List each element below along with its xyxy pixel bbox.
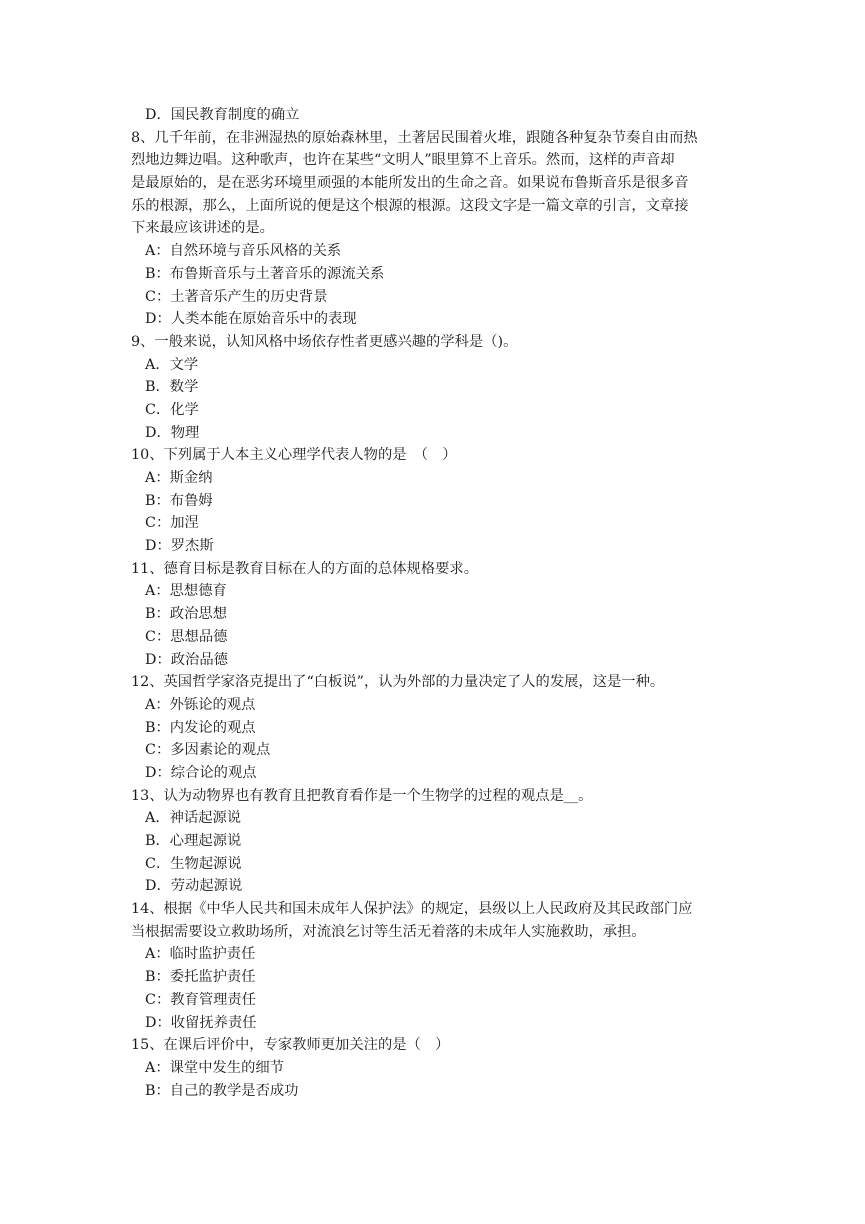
option-b: B：内发论的观点 bbox=[145, 719, 256, 736]
question-stem: 13、认为动物界也有教育且把教育看作是一个生物学的过程的观点是__。 bbox=[131, 787, 593, 804]
option-b: B：政治思想 bbox=[145, 606, 227, 623]
option-d: D：综合论的观点 bbox=[145, 764, 257, 781]
option-b: B：委托监护责任 bbox=[145, 969, 256, 986]
option-d: D．物理 bbox=[145, 424, 200, 441]
question-13 bbox=[131, 785, 731, 898]
question-12 bbox=[131, 671, 731, 784]
question-15 bbox=[131, 1034, 731, 1102]
question-14 bbox=[131, 898, 731, 1034]
option-d: D：收留抚养责任 bbox=[145, 1014, 257, 1031]
option-d: D：政治品德 bbox=[145, 651, 228, 668]
option-a: A．神话起源说 bbox=[145, 810, 242, 827]
option-d: D：罗杰斯 bbox=[145, 538, 214, 555]
question-11 bbox=[131, 558, 731, 671]
question-stem-line: 烈地边舞边唱。这种歌声，也许在某些“文明人”眼里算不上音乐。然而，这样的声音却 bbox=[131, 152, 675, 169]
question-8 bbox=[131, 127, 731, 331]
option-d: D：人类本能在原始音乐中的表现 bbox=[145, 311, 357, 328]
option-c: C：土著音乐产生的历史背景 bbox=[145, 288, 328, 305]
question-stem-line: 乐的根源，那么，上面所说的便是这个根源的根源。这段文字是一篇文章的引言，文章接 bbox=[131, 197, 689, 214]
question-10 bbox=[131, 444, 731, 557]
option-c: C：教育管理责任 bbox=[145, 991, 257, 1008]
option-c: C．化学 bbox=[145, 401, 199, 418]
option-a: A：课堂中发生的细节 bbox=[145, 1059, 284, 1076]
option-a: A．文学 bbox=[145, 356, 199, 373]
option-b: B：布鲁姆 bbox=[145, 492, 213, 509]
question-9 bbox=[131, 331, 731, 444]
option-a: A：思想德育 bbox=[145, 583, 227, 600]
question-stem: 12、英国哲学家洛克提出了“白板说”，认为外部的力量决定了人的发展，这是一种。 bbox=[131, 674, 665, 691]
option-c: C．生物起源说 bbox=[145, 855, 242, 872]
option-a: A：斯金纳 bbox=[145, 470, 213, 486]
option-b: B：布鲁斯音乐与土著音乐的源流关系 bbox=[145, 265, 385, 282]
question-stem-line: 是最原始的，是在恶劣环境里顽强的本能所发出的生命之音。如果说布鲁斯音乐是很多音 bbox=[131, 175, 689, 192]
question-stem-line: 下来最应该讲述的是。 bbox=[131, 220, 274, 237]
option-a: A：自然环境与音乐风格的关系 bbox=[145, 243, 342, 260]
option-c: C：加涅 bbox=[145, 515, 199, 532]
option-b: B：自己的教学是否成功 bbox=[145, 1082, 299, 1099]
question-stem: 11、德育目标是教育目标在人的方面的总体规格要求。 bbox=[131, 560, 479, 577]
option-c: C：多因素论的观点 bbox=[145, 742, 271, 759]
question-stem: 10、下列属于人本主义心理学代表人物的是 （ ） bbox=[131, 447, 457, 464]
question-stem: 15、在课后评价中，专家教师更加关注的是（ ） bbox=[131, 1037, 450, 1054]
option-a: A：临时监护责任 bbox=[145, 946, 256, 963]
option-b: B．心理起源说 bbox=[145, 833, 242, 849]
option-a: A：外铄论的观点 bbox=[145, 696, 256, 713]
question-list bbox=[131, 104, 731, 1102]
option-b: B．数学 bbox=[145, 379, 199, 396]
question-stem-line: 14、根据《中华人民共和国未成年人保护法》的规定，县级以上人民政府及其民政部门应 bbox=[131, 901, 693, 918]
option-d: D．劳动起源说 bbox=[145, 878, 243, 895]
option-c: C：思想品德 bbox=[145, 628, 228, 645]
question-stem-line: 当根据需要设立救助场所，对流浪乞讨等生活无着落的未成年人实施救助，承担。 bbox=[131, 923, 646, 940]
option-d-previous: D．国民教育制度的确立 bbox=[145, 107, 300, 123]
question-stem-line: 8、几千年前，在非洲湿热的原始森林里，土著居民围着火堆，跟随各种复杂节奏自由而热 bbox=[131, 129, 698, 146]
question-stem: 9、一般来说，认知风格中场依存性者更感兴趣的学科是（)。 bbox=[131, 333, 518, 350]
